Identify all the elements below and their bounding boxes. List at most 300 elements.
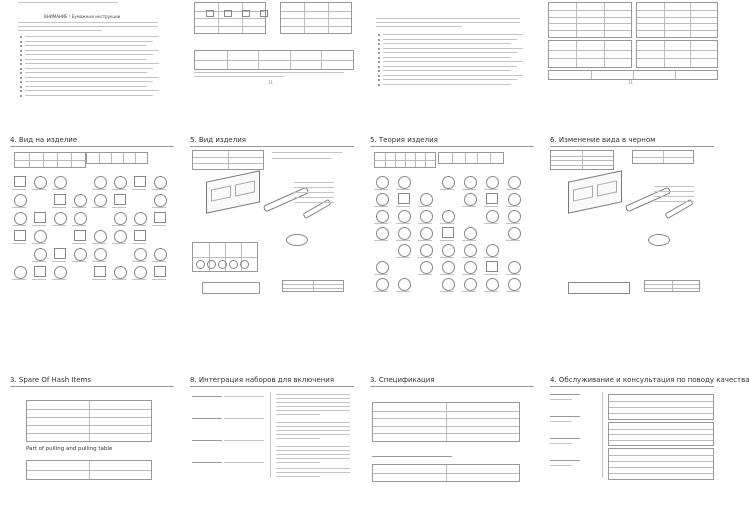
column-divider [270,392,271,478]
caption-line [396,257,410,258]
table-row [195,60,353,61]
soldering-iron-icon [263,187,310,213]
caption-line [484,257,498,258]
table-row [637,30,717,31]
stand-icon [202,282,260,294]
display-icon [442,278,455,291]
text-line [276,468,350,469]
button-icon [242,10,250,17]
caption-line [72,207,86,208]
text-line [276,450,350,451]
caption-line [374,274,388,275]
table-col [576,41,577,67]
button-icon [218,260,227,269]
caption-line [112,189,126,190]
table-col [228,151,229,169]
caption-line [484,189,498,190]
button-icon [94,266,106,277]
bullet [20,72,22,74]
text-line [10,146,174,147]
text-line [294,197,334,198]
table-row [609,401,713,402]
caption-line [374,206,388,207]
table-col [43,153,44,167]
caption-line [374,223,388,224]
table-col [218,3,219,33]
display-icon [14,266,27,279]
text-line [192,462,222,463]
caption-line [32,261,46,262]
display-icon [94,248,107,261]
text-line [276,458,350,459]
display-icon [154,176,167,189]
text-line [276,430,350,431]
text-line [25,45,147,46]
text-line [190,146,354,147]
button-icon [154,212,166,223]
table-col [633,71,634,79]
display-icon [420,210,433,223]
bullet [20,77,22,79]
setting-table [194,2,266,34]
caption-line [112,225,126,226]
display-icon [376,176,389,189]
notice-heading: ВНИМАНИЕ ! Бумажные инструкции [44,14,121,19]
service-table [608,394,714,420]
caption-line [396,223,410,224]
caption-line [152,279,166,280]
display-icon [134,212,147,225]
text-line [383,52,517,53]
caption-line [484,223,498,224]
page-p-top2 [184,0,360,118]
button-icon [486,261,498,272]
text-line [276,414,320,415]
display-icon [597,180,617,196]
station-unit-icon [206,170,260,213]
button-icon [240,260,249,269]
bullet [20,63,22,65]
display-icon [114,266,127,279]
display-icon [211,185,231,201]
caption-line [462,257,476,258]
display-icon [486,278,499,291]
service-table [608,422,714,446]
bullet [20,68,22,70]
legend-table [282,280,344,292]
text-line [383,34,523,35]
pulling-table [26,460,152,480]
bullet [378,57,380,59]
text-line [276,398,350,399]
parts-list [550,150,614,170]
text-line [376,26,462,27]
display-icon [420,261,433,274]
caption-line [418,206,432,207]
caption-line [374,291,388,292]
text-line [383,43,511,44]
parts-list [632,150,694,164]
display-icon [134,248,147,261]
parameter-table [194,50,354,70]
caption-line [92,261,106,262]
display-icon [464,176,477,189]
caption-line [462,206,476,207]
display-icon [34,248,47,261]
table-row [549,10,631,11]
table-col [111,153,112,163]
caption-line [92,207,106,208]
caption-line [132,279,146,280]
display-icon [442,261,455,274]
caption-line [506,223,520,224]
text-line [276,462,320,463]
text-line [550,386,714,387]
caption-line [418,274,432,275]
text-line [25,63,159,64]
bullet [378,52,380,54]
display-icon [398,227,411,240]
specification-table [372,402,520,442]
bullet [20,95,22,97]
button-icon [260,10,268,17]
table-row [549,23,631,24]
caption-line [32,279,46,280]
text-line [370,146,534,147]
button-icon [34,212,46,223]
table-col [29,153,30,167]
caption-line [132,243,146,244]
caption-line [152,225,166,226]
display-icon [34,176,47,189]
table-col [290,51,291,69]
text-line [272,152,342,153]
table-col [452,153,453,163]
button-icon [196,260,205,269]
text-line [550,465,572,466]
table-row [637,17,717,18]
display-icon [486,244,499,257]
caption-line [132,225,146,226]
text-line [654,196,694,197]
display-icon [420,193,433,206]
table-col [71,153,72,167]
table-col [576,3,577,37]
button-icon [54,194,66,205]
display-icon [134,266,147,279]
display-icon [376,193,389,206]
text-line [25,81,153,82]
bullet [378,70,380,72]
page-p-mid4 [544,132,720,290]
text-line [294,182,334,183]
text-line [372,456,452,457]
page-heading: 5. Вид изделия [190,136,246,144]
caption-line [440,291,454,292]
table-col [258,51,259,69]
table-row [15,160,85,161]
display-icon [398,176,411,189]
button-icon [224,10,232,17]
display-icon [54,212,67,225]
caption-line [92,279,106,280]
text-line [25,95,153,96]
text-line [383,48,523,49]
service-table [608,448,714,480]
display-icon [508,176,521,189]
legend-table [644,280,700,292]
text-line [224,462,264,463]
display-icon [376,261,389,274]
stand-icon [568,282,630,294]
table-col [604,41,605,67]
table-row [609,473,713,474]
page-number: 11 [268,80,274,85]
table-row [549,30,631,31]
table-col [582,151,583,169]
text-line [190,386,354,387]
parts-list [192,150,264,170]
caption-line [484,291,498,292]
button-icon [14,230,26,241]
table-row [549,50,631,51]
text-line [224,396,264,397]
caption-line [418,257,432,258]
text-line [276,422,350,423]
text-line [25,68,153,69]
caption-line [12,225,26,226]
table-row [637,10,717,11]
text-line [294,187,334,188]
text-line [654,201,694,202]
caption-line [112,207,126,208]
page-heading: 4. Обслуживание и консультация по поводу качества [550,376,750,384]
text-line [276,446,350,447]
page-heading: 5. Теория изделия [370,136,438,144]
text-line [25,77,159,78]
text-line [276,476,320,477]
caption-line [374,240,388,241]
table-col [690,3,691,37]
table-col [57,153,58,167]
display-icon [235,180,255,196]
caption-line [12,189,26,190]
display-icon [442,176,455,189]
display-icon [508,193,521,206]
text-line [376,22,520,23]
table-row [609,407,713,408]
caption-line [396,291,410,292]
caption-line [440,223,454,224]
button-icon [34,266,46,277]
page-heading: 3. Спецификация [370,376,435,384]
table-col [313,281,314,291]
text-line [550,146,714,147]
table-col [405,153,406,167]
page-p-bot1 [4,372,180,530]
button-icon [114,194,126,205]
display-panel [438,152,504,164]
text-line [25,50,159,51]
display-icon [398,278,411,291]
table-col [690,41,691,67]
caption-line [418,240,432,241]
button-icon [54,248,66,259]
text-line [276,410,350,411]
setting-table [548,70,718,80]
setting-table [636,40,718,68]
bullet [378,34,380,36]
button-icon [14,176,26,187]
display-icon [376,278,389,291]
caption-line [440,240,454,241]
text-line [383,70,511,71]
table-col [446,465,447,481]
text-line [224,440,264,441]
table-col [242,3,243,33]
text-line [276,434,350,435]
text-line [376,18,520,19]
bullet [378,66,380,68]
text-line [25,41,153,42]
caption-line [112,243,126,244]
page-p-mid1 [4,132,180,290]
text-line [383,61,523,62]
display-icon [464,227,477,240]
display-icon [486,176,499,189]
table-col [123,153,124,163]
bullet [20,41,22,43]
display-icon [94,230,107,243]
text-line [294,202,334,203]
text-line [192,418,222,419]
display-icon [154,194,167,207]
text-line [272,158,332,159]
caption-line [92,189,106,190]
page-heading: 6. Изменение вида в черном [550,136,656,144]
caption-line [462,274,476,275]
page-p-bot2 [184,372,360,530]
page-number: 11 [628,80,634,85]
text-line [383,66,517,67]
text-line [25,36,159,37]
text-line [276,402,350,403]
table-col [465,153,466,163]
table-col [321,51,322,69]
table-col [135,153,136,163]
caption-line [72,261,86,262]
caption-line [132,261,146,262]
table-col [89,461,90,479]
bullet [20,90,22,92]
text-line [276,472,350,473]
text-line [276,394,350,395]
button-icon [206,10,214,17]
display-icon [420,244,433,257]
table-row [609,434,713,435]
display-icon [34,230,47,243]
button-icon [134,176,146,187]
table-col [328,3,329,33]
caption-line [418,223,432,224]
text-line [550,421,572,422]
page-p-mid3 [364,132,540,290]
bullet [20,59,22,61]
page-p-mid2 [184,132,360,290]
text-line [10,386,174,387]
text-line [550,394,580,395]
button-icon [398,193,410,204]
text-line [224,418,264,419]
text-line [276,454,350,455]
caption-line [92,243,106,244]
table-col [604,3,605,37]
bullet [20,36,22,38]
specification-table [372,464,520,482]
text-line [25,90,159,91]
table-row [609,461,713,462]
text-line [25,54,153,55]
page-p-top3 [364,0,540,118]
table-col [304,3,305,33]
text-line [276,438,320,439]
text-line [276,426,350,427]
caption-line [52,207,66,208]
display-icon [14,212,27,225]
text-line [18,22,158,23]
display-icon [74,212,87,225]
text-line [18,26,158,27]
text-line [370,386,534,387]
text-line [383,79,517,80]
caption-line [12,279,26,280]
text-line [383,57,511,58]
bullet [20,54,22,56]
display-panel [86,152,148,164]
caption-line [396,189,410,190]
table-col [446,403,447,441]
table-col [99,153,100,163]
caption-line [440,257,454,258]
text-line [25,59,147,60]
table-row [609,455,713,456]
text-line [194,76,284,77]
bullet [378,39,380,41]
page-heading: 4. Вид на изделие [10,136,78,144]
text-line [294,192,334,193]
display-icon [54,176,67,189]
table-col [477,153,478,163]
table-row [195,18,265,19]
text-line [25,86,147,87]
display-icon [508,278,521,291]
display-icon [114,230,127,243]
bullet [378,48,380,50]
table-row [609,413,713,414]
table-col [490,153,491,163]
caption-line [12,243,26,244]
page-heading: 3. Spare Of Hash Items [10,376,91,384]
display-icon [573,185,593,201]
text-line [550,443,572,444]
page-p-top1 [4,0,180,118]
text-line [550,399,572,400]
button-icon [442,227,454,238]
setting-table [548,40,632,68]
table-col [675,71,676,79]
button-icon [486,193,498,204]
display-icon [486,210,499,223]
